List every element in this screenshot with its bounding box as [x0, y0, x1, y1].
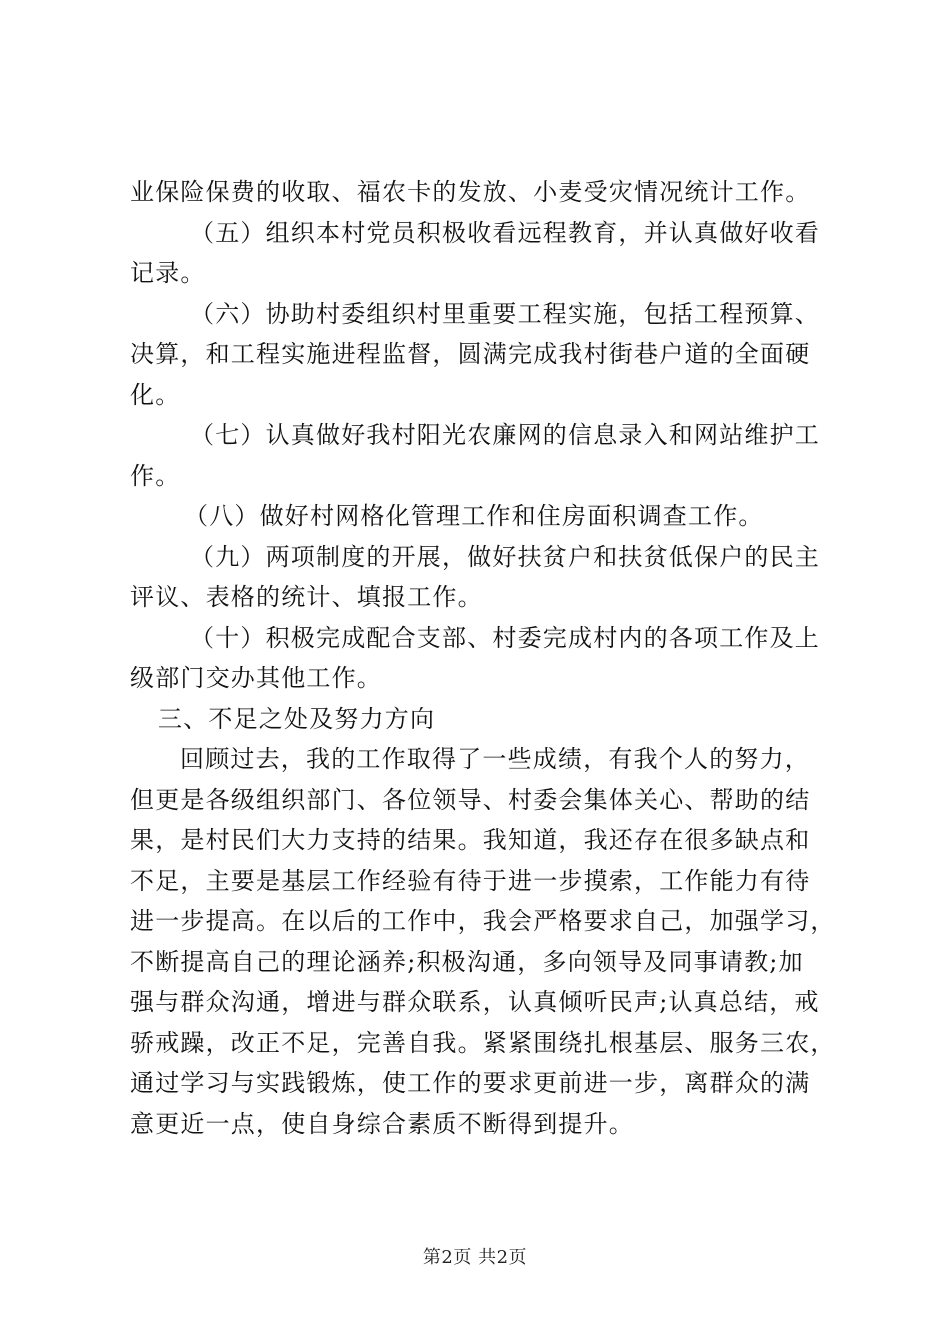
paragraph-line: 通过学习与实践锻炼，使工作的要求更前进一步，离群众的满: [130, 1069, 811, 1097]
paragraph-line: 但更是各级组织部门、各位领导、村委会集体关心、帮助的结: [130, 785, 811, 814]
paragraph-line: 不断提高自己的理论涵养;积极沟通，多向领导及同事请教;加: [130, 947, 804, 976]
page-number-footer: 第2页 共2页: [422, 1247, 528, 1268]
paragraph-line: 意更近一点，使自身综合素质不断得到提升。: [130, 1109, 634, 1138]
section-heading: 三、不足之处及努力方向: [158, 704, 436, 733]
paragraph-line: （九）两项制度的开展，做好扶贫户和扶贫低保户的民主: [190, 542, 820, 571]
paragraph-line: 果，是村民们大力支持的结果。我知道，我还存在很多缺点和: [130, 826, 811, 854]
paragraph-line: 进一步提高。在以后的工作中，我会严格要求自己，加强学习，: [130, 907, 836, 935]
paragraph-line: 决算，和工程实施进程监督，圆满完成我村街巷户道的全面硬: [130, 340, 811, 368]
paragraph-line: 强与群众沟通，增进与群众联系，认真倾听民声;认真总结，戒: [130, 988, 820, 1016]
paragraph-line: （七）认真做好我村阳光农廉网的信息录入和网站维护工: [190, 421, 820, 449]
paragraph-line: 化。: [130, 380, 181, 409]
paragraph-line: （六）协助村委组织村里重要工程实施，包括工程预算、: [190, 299, 820, 328]
paragraph-line: 评议、表格的统计、填报工作。: [130, 583, 483, 611]
paragraph-line: （五）组织本村党员积极收看远程教育，并认真做好收看: [190, 218, 820, 247]
paragraph-line: 业保险保费的收取、福农卡的发放、小麦受灾情况统计工作。: [130, 178, 811, 206]
paragraph-line: 不足，主要是基层工作经验有待于进一步摸索，工作能力有待: [130, 866, 811, 895]
paragraph-line: 级部门交办其他工作。: [130, 664, 382, 692]
paragraph-line: 记录。: [130, 259, 206, 287]
paragraph-line: （八）做好村网格化管理工作和住房面积调查工作。: [184, 502, 764, 530]
paragraph-line: （十）积极完成配合支部、村委完成村内的各项工作及上: [190, 623, 820, 652]
paragraph-line: 回顾过去，我的工作取得了一些成绩，有我个人的努力，: [180, 745, 810, 773]
paragraph-line: 骄戒躁，改正不足，完善自我。紧紧围绕扎根基层、服务三农，: [130, 1028, 836, 1057]
document-body: [130, 172, 836, 1144]
paragraph-line: 作。: [130, 461, 181, 490]
